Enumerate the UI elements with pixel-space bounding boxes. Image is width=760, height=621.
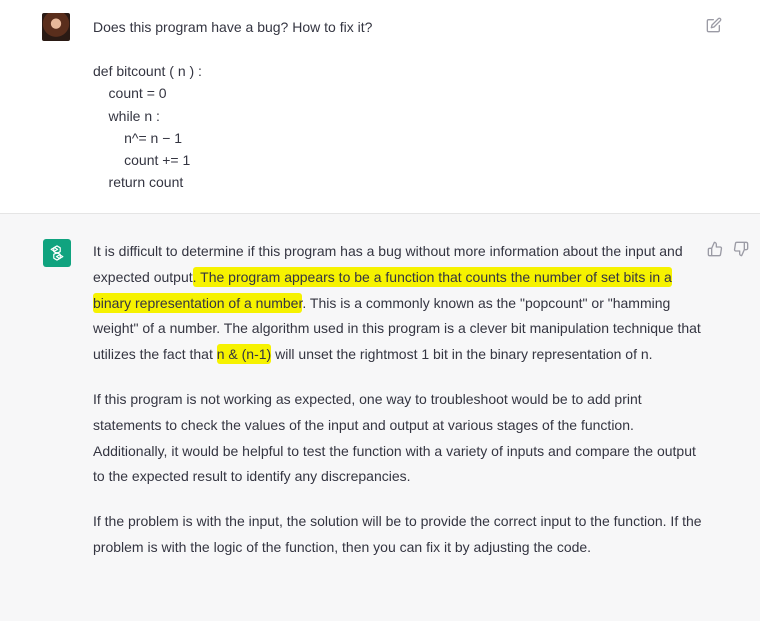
- code-line: def bitcount ( n ) :: [93, 63, 202, 79]
- highlighted-text: n & (n-1): [216, 346, 272, 363]
- highlighted-text: . The program appears to be a function that counts the number of set bits in a binary representation of a number: [93, 268, 672, 311]
- user-avatar: [42, 13, 70, 41]
- user-message-text: [93, 16, 372, 194]
- assistant-answer: [93, 239, 703, 580]
- answer-paragraph-3: If the problem is with the input, the solution will be to provide the correct input to the function. If the problem is with the logic of the function, then you can fix it by adjusting the code.: [93, 513, 702, 555]
- answer-text: . This is a commonly known as the "popcount" or "hamming weight" of a number. The algorithm used in this program is a clever bit manipulation technique that utilizes the fact that: [93, 294, 701, 363]
- answer-paragraph-1: [93, 239, 703, 368]
- answer-text: will unset the rightmost 1 bit in the binary representation of n.: [271, 346, 653, 363]
- code-line: return count: [93, 174, 184, 191]
- code-line: count = 0: [93, 85, 167, 102]
- openai-logo-icon: [43, 239, 71, 267]
- code-line: while n :: [93, 107, 160, 124]
- user-question: Does this program have a bug? How to fix it?: [93, 19, 373, 35]
- edit-icon[interactable]: [706, 17, 722, 33]
- thumbs-down-icon[interactable]: [733, 241, 749, 257]
- answer-paragraph-2: If this program is not working as expected, one way to troubleshoot would be to add print statements to check the values of the input and output at various stages of the function. Additionally, it would be helpful to test the function with a variety of inputs and compare the output to the expected result to identify any discrepancies.: [93, 390, 696, 485]
- thumbs-up-icon[interactable]: [707, 241, 723, 257]
- code-line: count += 1: [93, 152, 191, 169]
- code-line: n^= n − 1: [93, 129, 183, 146]
- user-message: [0, 0, 760, 214]
- answer-text: It is difficult to determine if this program has a bug without more information about the input and expected output: [93, 243, 683, 285]
